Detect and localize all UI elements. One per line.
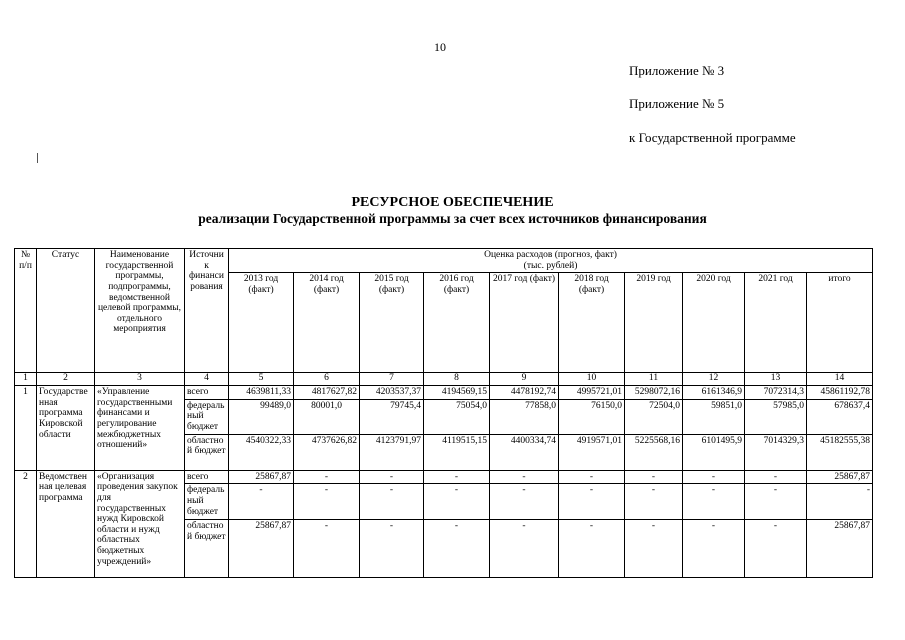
value-cell: - [807,484,873,520]
col-number: 1 [15,373,37,386]
row-source: всего [185,386,229,400]
row-status: Государственная программа Кировской области [37,386,95,471]
col-number: 3 [95,373,185,386]
value-cell: - [745,520,807,578]
value-cell: 4478192,74 [490,386,559,400]
value-cell: 76150,0 [559,399,625,434]
value-cell: 80001,0 [294,399,360,434]
row-source: областной бюджет [185,520,229,578]
header-year: 2016 год (факт) [424,273,490,373]
col-number: 6 [294,373,360,386]
value-cell: - [683,470,745,484]
col-number: 4 [185,373,229,386]
col-number: 14 [807,373,873,386]
value-cell: - [490,520,559,578]
page-number: 10 [434,40,446,54]
value-cell: - [360,484,424,520]
value-cell: 4995721,01 [559,386,625,400]
value-cell: - [294,484,360,520]
header-year: 2013 год (факт) [229,273,294,373]
value-cell: - [625,470,683,484]
value-cell: - [745,470,807,484]
header-year: 2015 год (факт) [360,273,424,373]
value-cell: 5298072,16 [625,386,683,400]
value-cell: 25867,87 [807,470,873,484]
value-cell: 4737626,82 [294,434,360,470]
value-cell: - [559,520,625,578]
header-year: 2017 год (факт) [490,273,559,373]
value-cell: 25867,87 [807,520,873,578]
value-cell: 4123791,97 [360,434,424,470]
value-cell: 5225568,16 [625,434,683,470]
value-cell: - [683,484,745,520]
value-cell: 7014329,3 [745,434,807,470]
value-cell: 4203537,37 [360,386,424,400]
header-estimate-unit: (тыс. рублей) [523,260,578,271]
value-cell: 4639811,33 [229,386,294,400]
col-number: 8 [424,373,490,386]
scan-speck [37,153,38,163]
value-cell: 6101495,9 [683,434,745,470]
value-cell: 4817627,82 [294,386,360,400]
col-number: 11 [625,373,683,386]
document-subtitle: реализации Государственной программы за счет всех источников финансирования [198,211,707,226]
resource-table [14,248,873,578]
row-source: областной бюджет [185,434,229,470]
row-num: 1 [15,386,37,471]
value-cell: - [424,520,490,578]
value-cell: 4119515,15 [424,434,490,470]
header-estimate [229,249,873,273]
appendix-line-1: Приложение № 3 [629,63,725,78]
row-program-name: «Управление государственными финансами и регулирование межбюджетных отношений» [95,386,185,471]
value-cell: 25867,87 [229,520,294,578]
col-number: 5 [229,373,294,386]
value-cell: 4919571,01 [559,434,625,470]
value-cell: 99489,0 [229,399,294,434]
col-number: 13 [745,373,807,386]
value-cell: - [745,484,807,520]
value-cell: 4400334,74 [490,434,559,470]
value-cell: - [360,470,424,484]
table-row [15,386,873,400]
value-cell: - [360,520,424,578]
value-cell: 678637,4 [807,399,873,434]
value-cell: 4194569,15 [424,386,490,400]
value-cell: - [625,484,683,520]
document-title: РЕСУРСНОЕ ОБЕСПЕЧЕНИЕ [351,195,554,210]
header-year: 2020 год [683,273,745,373]
header-status: Статус [37,249,95,373]
value-cell: 77858,0 [490,399,559,434]
header-year: 2021 год [745,273,807,373]
row-source: федеральный бюджет [185,484,229,520]
row-source: федеральный бюджет [185,399,229,434]
value-cell: - [490,470,559,484]
header-year: 2014 год (факт) [294,273,360,373]
header-year: 2018 год (факт) [559,273,625,373]
value-cell: - [294,470,360,484]
value-cell: 7072314,3 [745,386,807,400]
value-cell: 59851,0 [683,399,745,434]
value-cell: 75054,0 [424,399,490,434]
value-cell: - [229,484,294,520]
value-cell: - [559,470,625,484]
col-number: 10 [559,373,625,386]
value-cell: 45861192,78 [807,386,873,400]
value-cell: - [683,520,745,578]
col-number: 2 [37,373,95,386]
value-cell: 72504,0 [625,399,683,434]
value-cell: 79745,4 [360,399,424,434]
col-number: 12 [683,373,745,386]
value-cell: - [559,484,625,520]
col-number: 7 [360,373,424,386]
row-num: 2 [15,470,37,578]
header-total: итого [807,273,873,373]
col-number: 9 [490,373,559,386]
header-name: Наименование государственной программы, подпрограммы, ведомственной целевой программы, отдельного мероприятия [95,249,185,373]
table-row [15,470,873,484]
header-estimate-title: Оценка расходов (прогноз, факт) [484,250,617,260]
row-program-name: «Организация проведения закупок для государственных нужд Кировской области и нужд областных бюджетных учреждений» [95,470,185,578]
header-year: 2019 год [625,273,683,373]
value-cell: 4540322,33 [229,434,294,470]
value-cell: 45182555,38 [807,434,873,470]
row-source: всего [185,470,229,484]
appendix-line-3: к Государственной программе [629,130,796,145]
value-cell: - [490,484,559,520]
value-cell: - [625,520,683,578]
value-cell: - [294,520,360,578]
row-status: Ведомственная целевая программа [37,470,95,578]
value-cell: - [424,484,490,520]
value-cell: 25867,87 [229,470,294,484]
value-cell: 57985,0 [745,399,807,434]
appendix-line-2: Приложение № 5 [629,96,725,111]
value-cell: 6161346,9 [683,386,745,400]
value-cell: - [424,470,490,484]
header-num: № п/п [15,249,37,373]
header-source: Источник финансирования [185,249,229,373]
